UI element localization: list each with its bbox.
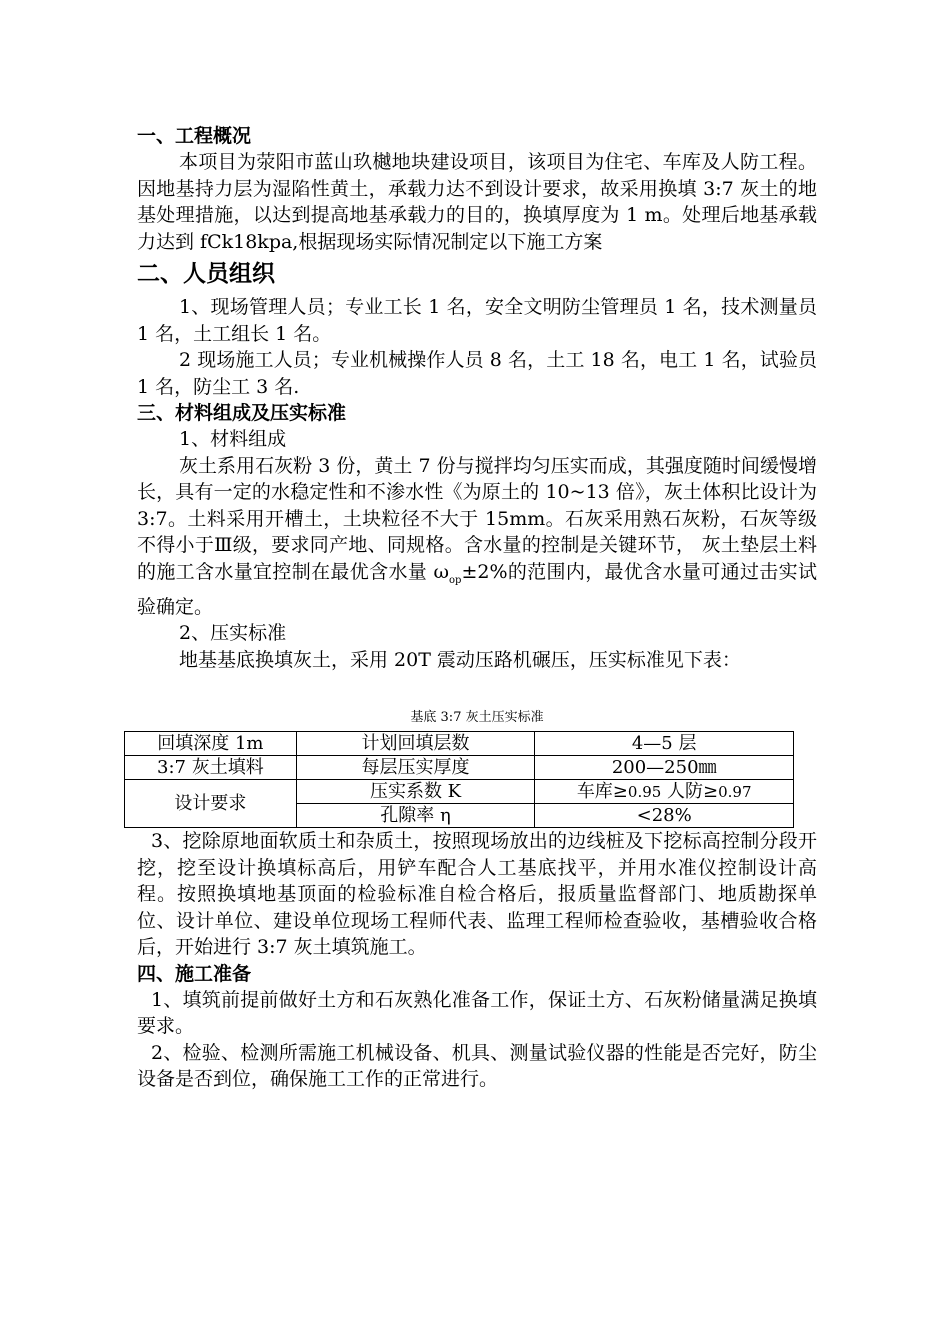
table-cell: 回填深度 1m — [125, 732, 297, 756]
compaction-standard-table — [124, 731, 794, 828]
table-cell: 压实系数 K — [296, 780, 535, 804]
section-3-paragraph-3: 3、挖除原地面软质土和杂质土，按照现场放出的边线桩及下挖标高控制分段开挖，挖至设计换填标高后，用铲车配合人工基底找平，并用水准仪控制设计高程。按照换填地基顶面的检验标准自检合格后，报质量监督部门、地质勘探单位、设计单位、建设单位现场工程师代表、监理工程师检查验收，基槽验收合格后，开始进行 3:7 灰土填筑施工。 — [137, 830, 817, 959]
cell-text: 人防≥ — [661, 780, 719, 802]
table-row — [125, 780, 794, 804]
table-cell: 每层压实厚度 — [296, 756, 535, 780]
table-cell: 设计要求 — [125, 780, 297, 828]
subscript-op: op — [449, 574, 462, 586]
section-3-subheading-1: 1、材料组成 — [179, 428, 287, 450]
paragraph-text: 灰土系用石灰粉 3 份，黄土 7 份与搅拌均匀压实而成，其强度随时间缓慢增长，具有一定的水稳定性和不渗水性《为原土的 10~13 倍》，灰土体积比设计为 3:7。土料采用开槽土，土块粒径不大于 15mm。石灰采用熟石灰粉，石灰等级不得小于Ⅲ级，要求同产地、同规格。含水量的控制是关键环节， 灰土垫层土料的施工含水量宜控制在最优含水量 ω — [137, 454, 817, 583]
section-3-subheading-2: 2、压实标准 — [179, 622, 287, 645]
document-page — [137, 123, 817, 1093]
section-3-heading: 三、材料组成及压实标准 — [137, 402, 347, 424]
table-caption: 基底 3:7 灰土压实标准 — [410, 710, 544, 726]
cell-text: 车库≥ — [576, 780, 628, 802]
table-cell — [535, 780, 794, 804]
table-cell: <28% — [535, 804, 794, 828]
cell-value: 0.97 — [718, 782, 752, 801]
section-2-heading: 二、人员组织 — [137, 261, 275, 287]
section-2-paragraph-2: 2 现场施工人员；专业机械操作人员 8 名，土工 18 名，电工 1 名，试验员 1 名，防尘工 3 名. — [137, 349, 817, 398]
table-cell: 计划回填层数 — [296, 732, 535, 756]
section-4-paragraph-2: 2、检验、检测所需施工机械设备、机具、测量试验仪器的性能是否完好，防尘设备是否到位，确保施工工作的正常进行。 — [137, 1041, 817, 1091]
section-3-paragraph-1 — [137, 453, 817, 621]
table-cell: 孔隙率 η — [296, 804, 535, 828]
paragraph-text-tail: ±2%的范围内，最优含水量可通过击实试验确定。 — [137, 560, 817, 618]
section-4-paragraph-1: 1、填筑前提前做好土方和石灰熟化准备工作，保证土方、石灰粉储量满足换填要求。 — [137, 988, 817, 1038]
table-cell: 4—5 层 — [535, 732, 794, 756]
table-row — [125, 756, 794, 780]
section-3-paragraph-2: 地基基底换填灰土，采用 20T 震动压路机碾压，压实标准见下表： — [179, 648, 741, 671]
section-4-heading: 四、施工准备 — [137, 962, 252, 985]
table-cell: 200—250㎜ — [535, 756, 794, 780]
cell-value: 0.95 — [627, 782, 662, 801]
table-row — [125, 732, 794, 756]
section-1-paragraph: 本项目为荥阳市蓝山玖樾地块建设项目，该项目为住宅、车库及人防工程。因地基持力层为湿陷性黄土，承载力达不到设计要求，故采用换填 3:7 灰土的地基处理措施，以达到提高地基承载力的目的，换填厚度为 1 m。处理后地基承载力达到 fⅭk18kpa,根据现场实际情况制定以下施工方案 — [137, 151, 817, 253]
section-1-heading: 一、工程概况 — [137, 125, 252, 147]
section-2-paragraph-1: 1、现场管理人员；专业工长 1 名，安全文明防尘管理员 1 名，技术测量员 1 名，土工组长 1 名。 — [137, 296, 817, 345]
table-cell: 3:7 灰土填料 — [125, 756, 297, 780]
